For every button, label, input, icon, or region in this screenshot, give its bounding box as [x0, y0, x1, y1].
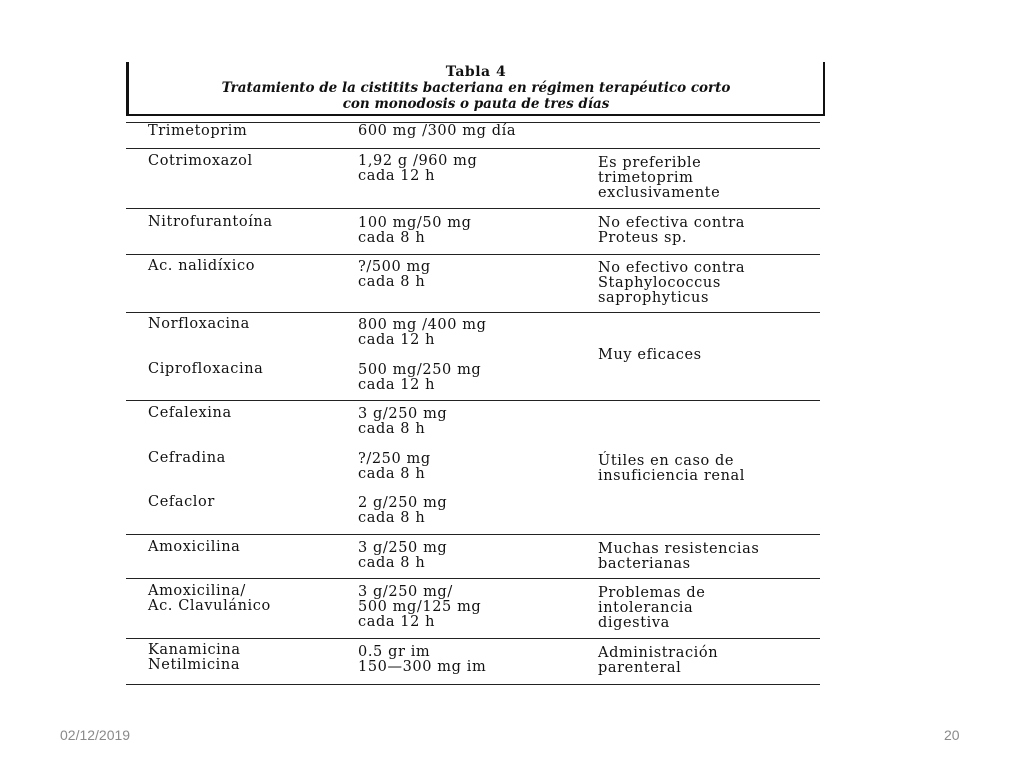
row-divider: [126, 534, 820, 535]
drug-name: Ac. nalidíxico: [148, 258, 256, 274]
drug-comment: Administración parenteral: [598, 645, 719, 676]
row-divider: [126, 400, 820, 401]
scanned-table: [124, 60, 824, 688]
drug-comment: No efectiva contra Proteus sp.: [598, 215, 745, 246]
drug-name: Amoxicilina/ Ac. Clavulánico: [148, 583, 271, 614]
drug-name: Cotrimoxazol: [148, 153, 253, 169]
page-number: 20: [944, 727, 960, 743]
drug-dose: 1,92 g /960 mg cada 12 h: [358, 153, 478, 184]
drug-comment: Problemas de intolerancia digestiva: [598, 585, 706, 631]
row-divider: [126, 208, 820, 209]
drug-name: Amoxicilina: [148, 539, 241, 555]
drug-dose: 100 mg/50 mg cada 8 h: [358, 215, 472, 246]
drug-name: Kanamicina Netilmicina: [148, 642, 241, 673]
row-divider: [126, 684, 820, 685]
drug-dose: 800 mg /400 mg cada 12 h: [358, 317, 487, 348]
drug-name: Trimetoprim: [148, 123, 248, 139]
row-divider: [126, 148, 820, 149]
drug-dose: 500 mg/250 mg cada 12 h: [358, 362, 482, 393]
table-subtitle: Tratamiento de la cistitits bacteriana en régimen terapéutico corto con monodosis o pauta de tres días: [221, 80, 731, 112]
group-comment-cefalosporinas: Útiles en caso de insuficiencia renal: [598, 453, 745, 484]
drug-name: Cefradina: [148, 450, 226, 466]
drug-name: Cefaclor: [148, 494, 215, 510]
table-title-box: [126, 62, 825, 116]
footer-date: 02/12/2019: [60, 727, 131, 743]
row-divider: [126, 312, 820, 313]
drug-dose: 3 g/250 mg/ 500 mg/125 mg cada 12 h: [358, 584, 482, 630]
drug-name: Nitrofurantoína: [148, 214, 273, 230]
group-comment-quinolonas: Muy eficaces: [598, 347, 702, 363]
drug-dose: 0.5 gr im 150—300 mg im: [358, 644, 487, 675]
row-divider: [126, 254, 820, 255]
drug-name: Ciprofloxacina: [148, 361, 264, 377]
drug-dose: 3 g/250 mg cada 8 h: [358, 540, 448, 571]
drug-dose: ?/250 mg cada 8 h: [358, 451, 431, 482]
drug-dose: 600 mg /300 mg día: [358, 123, 517, 139]
drug-name: Cefalexina: [148, 405, 232, 421]
drug-comment: No efectivo contra Staphylococcus saprophyticus: [598, 260, 746, 306]
drug-name: Norfloxacina: [148, 316, 250, 332]
drug-dose: 3 g/250 mg cada 8 h: [358, 406, 448, 437]
row-divider: [126, 578, 820, 579]
drug-dose: ?/500 mg cada 8 h: [358, 259, 431, 290]
drug-dose: 2 g/250 mg cada 8 h: [358, 495, 448, 526]
row-divider: [126, 638, 820, 639]
table-title: Tabla 4: [445, 64, 507, 80]
drug-comment: Es preferible trimetoprim exclusivamente: [598, 155, 721, 201]
drug-comment: Muchas resistencias bacterianas: [598, 541, 760, 572]
